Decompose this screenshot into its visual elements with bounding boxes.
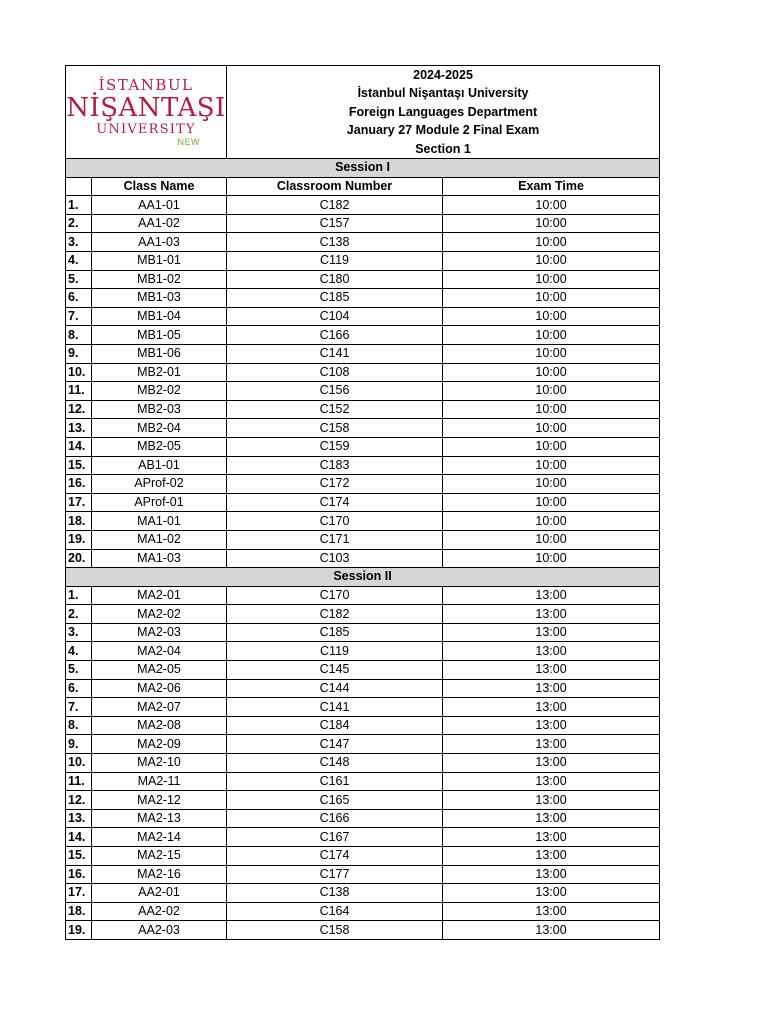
- exam-time-cell: 10:00: [443, 196, 660, 215]
- row-number: 15.: [66, 456, 92, 475]
- row-number: 2.: [66, 214, 92, 233]
- table-row: [66, 549, 660, 568]
- class-name-cell: MA2-06: [92, 679, 227, 698]
- table-row: [66, 642, 660, 661]
- row-number: 10.: [66, 363, 92, 382]
- exam-time-cell: 13:00: [443, 698, 660, 717]
- row-number: 18.: [66, 512, 92, 531]
- class-name-cell: MA1-01: [92, 512, 227, 531]
- row-number: 20.: [66, 549, 92, 568]
- class-name-cell: MB1-04: [92, 307, 227, 326]
- class-name-cell: AA1-02: [92, 214, 227, 233]
- classroom-number-cell: C158: [227, 921, 443, 940]
- class-name-cell: MB2-05: [92, 437, 227, 456]
- exam-time-cell: 10:00: [443, 382, 660, 401]
- session-header-row: [66, 568, 660, 587]
- classroom-number-cell: C148: [227, 754, 443, 773]
- class-name-cell: MA2-08: [92, 716, 227, 735]
- class-name-cell: AProf-01: [92, 493, 227, 512]
- row-number: 13.: [66, 419, 92, 438]
- table-row: [66, 828, 660, 847]
- classroom-number-cell: C165: [227, 791, 443, 810]
- row-number: 2.: [66, 605, 92, 624]
- class-name-cell: MA2-11: [92, 772, 227, 791]
- session-title: Session I: [66, 159, 660, 178]
- class-name-cell: MB2-01: [92, 363, 227, 382]
- class-name-cell: MB2-04: [92, 419, 227, 438]
- table-row: [66, 791, 660, 810]
- exam-time-cell: 13:00: [443, 921, 660, 940]
- row-number: 11.: [66, 772, 92, 791]
- classroom-number-cell: C167: [227, 828, 443, 847]
- table-row: [66, 437, 660, 456]
- table-row: [66, 214, 660, 233]
- table-row: [66, 847, 660, 866]
- exam-time-cell: 10:00: [443, 233, 660, 252]
- classroom-number-cell: C138: [227, 884, 443, 903]
- class-name-cell: AB1-01: [92, 456, 227, 475]
- title-university: İstanbul Nişantaşı University: [357, 86, 529, 101]
- table-row: [66, 623, 660, 642]
- table-row: [66, 400, 660, 419]
- classroom-number-cell: C147: [227, 735, 443, 754]
- classroom-number-cell: C119: [227, 252, 443, 271]
- classroom-number-cell: C180: [227, 270, 443, 289]
- logo-line-new: NEW: [177, 136, 201, 147]
- table-row: [66, 344, 660, 363]
- class-name-cell: MA2-14: [92, 828, 227, 847]
- exam-time-cell: 13:00: [443, 828, 660, 847]
- exam-time-cell: 10:00: [443, 363, 660, 382]
- table-row: [66, 419, 660, 438]
- table-row: [66, 661, 660, 680]
- row-number: 6.: [66, 289, 92, 308]
- table-row: [66, 605, 660, 624]
- classroom-number-cell: C170: [227, 512, 443, 531]
- table-row: [66, 512, 660, 531]
- exam-time-cell: 13:00: [443, 679, 660, 698]
- exam-schedule-table: [65, 65, 660, 940]
- classroom-number-cell: C174: [227, 847, 443, 866]
- class-name-cell: AA2-02: [92, 902, 227, 921]
- table-row: [66, 382, 660, 401]
- exam-time-cell: 10:00: [443, 419, 660, 438]
- table-row: [66, 289, 660, 308]
- university-logo: [66, 66, 227, 159]
- class-name-cell: MB2-03: [92, 400, 227, 419]
- row-number: 8.: [66, 326, 92, 345]
- session-title: Session II: [66, 568, 660, 587]
- exam-time-cell: 10:00: [443, 437, 660, 456]
- table-row: [66, 586, 660, 605]
- document-title-block: [227, 66, 660, 159]
- classroom-number-cell: C157: [227, 214, 443, 233]
- class-name-cell: AA1-03: [92, 233, 227, 252]
- exam-time-cell: 13:00: [443, 791, 660, 810]
- classroom-number-cell: C182: [227, 196, 443, 215]
- table-row: [66, 252, 660, 271]
- row-number: 19.: [66, 921, 92, 940]
- row-number: 5.: [66, 270, 92, 289]
- row-number: 16.: [66, 475, 92, 494]
- table-row: [66, 698, 660, 717]
- row-number: 7.: [66, 698, 92, 717]
- table-row: [66, 735, 660, 754]
- classroom-number-cell: C172: [227, 475, 443, 494]
- class-name-cell: MB1-02: [92, 270, 227, 289]
- row-number: 15.: [66, 847, 92, 866]
- row-number: 11.: [66, 382, 92, 401]
- classroom-number-cell: C184: [227, 716, 443, 735]
- class-name-cell: MB1-01: [92, 252, 227, 271]
- class-name-cell: MB2-02: [92, 382, 227, 401]
- classroom-number-cell: C185: [227, 289, 443, 308]
- exam-time-cell: 10:00: [443, 326, 660, 345]
- title-department: Foreign Languages Department: [348, 104, 538, 119]
- row-number: 9.: [66, 344, 92, 363]
- exam-time-cell: 13:00: [443, 772, 660, 791]
- row-number: 5.: [66, 661, 92, 680]
- class-name-cell: MA2-04: [92, 642, 227, 661]
- exam-time-cell: 10:00: [443, 289, 660, 308]
- row-number: 7.: [66, 307, 92, 326]
- exam-time-cell: 10:00: [443, 252, 660, 271]
- class-name-cell: MA2-02: [92, 605, 227, 624]
- exam-time-cell: 13:00: [443, 735, 660, 754]
- class-name-cell: MA1-03: [92, 549, 227, 568]
- classroom-number-cell: C141: [227, 344, 443, 363]
- title-section: Section 1: [415, 141, 471, 156]
- column-header-row: [66, 177, 660, 196]
- header-row: [66, 66, 660, 159]
- class-name-cell: MB1-06: [92, 344, 227, 363]
- exam-time-cell: 13:00: [443, 809, 660, 828]
- classroom-number-cell: C182: [227, 605, 443, 624]
- table-row: [66, 270, 660, 289]
- classroom-number-cell: C119: [227, 642, 443, 661]
- logo-line-nisantasi: NİŞANTAŞI: [66, 92, 226, 123]
- class-name-cell: MA2-09: [92, 735, 227, 754]
- classroom-number-cell: C138: [227, 233, 443, 252]
- classroom-number-cell: C164: [227, 902, 443, 921]
- table-row: [66, 884, 660, 903]
- classroom-number-cell: C104: [227, 307, 443, 326]
- class-name-cell: MA2-01: [92, 586, 227, 605]
- column-header-classroom-number: Classroom Number: [227, 177, 443, 196]
- table-row: [66, 530, 660, 549]
- session-header-row: [66, 159, 660, 178]
- row-number: 3.: [66, 623, 92, 642]
- classroom-number-cell: C174: [227, 493, 443, 512]
- class-name-cell: AA2-03: [92, 921, 227, 940]
- table-row: [66, 921, 660, 940]
- table-row: [66, 772, 660, 791]
- row-number: 4.: [66, 642, 92, 661]
- table-row: [66, 493, 660, 512]
- row-number: 14.: [66, 828, 92, 847]
- classroom-number-cell: C159: [227, 437, 443, 456]
- class-name-cell: MA2-10: [92, 754, 227, 773]
- table-row: [66, 716, 660, 735]
- classroom-number-cell: C166: [227, 326, 443, 345]
- row-number: 12.: [66, 791, 92, 810]
- exam-time-cell: 10:00: [443, 456, 660, 475]
- table-row: [66, 326, 660, 345]
- table-row: [66, 233, 660, 252]
- logo-line-university: UNIVERSITY: [96, 121, 196, 137]
- classroom-number-cell: C166: [227, 809, 443, 828]
- classroom-number-cell: C144: [227, 679, 443, 698]
- exam-time-cell: 13:00: [443, 716, 660, 735]
- table-row: [66, 456, 660, 475]
- class-name-cell: MA2-05: [92, 661, 227, 680]
- row-number: 13.: [66, 809, 92, 828]
- row-number: 17.: [66, 884, 92, 903]
- exam-time-cell: 10:00: [443, 214, 660, 233]
- row-number: 16.: [66, 865, 92, 884]
- exam-time-cell: 13:00: [443, 865, 660, 884]
- classroom-number-cell: C177: [227, 865, 443, 884]
- schedule-body: [66, 66, 660, 940]
- title-exam: January 27 Module 2 Final Exam: [346, 123, 540, 138]
- class-name-cell: MA2-12: [92, 791, 227, 810]
- classroom-number-cell: C170: [227, 586, 443, 605]
- table-row: [66, 196, 660, 215]
- exam-time-cell: 13:00: [443, 642, 660, 661]
- table-row: [66, 679, 660, 698]
- row-number: 12.: [66, 400, 92, 419]
- table-row: [66, 363, 660, 382]
- logo-line-istanbul: İSTANBUL: [98, 75, 194, 94]
- row-number: 9.: [66, 735, 92, 754]
- class-name-cell: MB1-03: [92, 289, 227, 308]
- classroom-number-cell: C171: [227, 530, 443, 549]
- row-number: 17.: [66, 493, 92, 512]
- class-name-cell: MA2-15: [92, 847, 227, 866]
- classroom-number-cell: C145: [227, 661, 443, 680]
- row-number: 1.: [66, 196, 92, 215]
- classroom-number-cell: C185: [227, 623, 443, 642]
- class-name-cell: AProf-02: [92, 475, 227, 494]
- class-name-cell: MB1-05: [92, 326, 227, 345]
- class-name-cell: MA2-13: [92, 809, 227, 828]
- table-row: [66, 475, 660, 494]
- row-number: 14.: [66, 437, 92, 456]
- exam-time-cell: 13:00: [443, 754, 660, 773]
- classroom-number-cell: C141: [227, 698, 443, 717]
- class-name-cell: AA1-01: [92, 196, 227, 215]
- row-number: 18.: [66, 902, 92, 921]
- class-name-cell: AA2-01: [92, 884, 227, 903]
- class-name-cell: MA1-02: [92, 530, 227, 549]
- classroom-number-cell: C108: [227, 363, 443, 382]
- exam-time-cell: 13:00: [443, 586, 660, 605]
- exam-time-cell: 10:00: [443, 512, 660, 531]
- table-row: [66, 754, 660, 773]
- classroom-number-cell: C161: [227, 772, 443, 791]
- class-name-cell: MA2-07: [92, 698, 227, 717]
- table-row: [66, 902, 660, 921]
- classroom-number-cell: C156: [227, 382, 443, 401]
- class-name-cell: MA2-03: [92, 623, 227, 642]
- exam-time-cell: 13:00: [443, 847, 660, 866]
- column-header-class-name: Class Name: [92, 177, 227, 196]
- row-number: 6.: [66, 679, 92, 698]
- exam-time-cell: 13:00: [443, 902, 660, 921]
- row-number: 19.: [66, 530, 92, 549]
- row-number: 1.: [66, 586, 92, 605]
- classroom-number-cell: C158: [227, 419, 443, 438]
- row-number: 10.: [66, 754, 92, 773]
- row-number: 8.: [66, 716, 92, 735]
- exam-time-cell: 13:00: [443, 605, 660, 624]
- exam-time-cell: 10:00: [443, 270, 660, 289]
- table-row: [66, 865, 660, 884]
- exam-time-cell: 13:00: [443, 623, 660, 642]
- exam-time-cell: 10:00: [443, 530, 660, 549]
- table-row: [66, 809, 660, 828]
- exam-time-cell: 13:00: [443, 884, 660, 903]
- row-number: 3.: [66, 233, 92, 252]
- logo-wordmark: [66, 77, 226, 148]
- classroom-number-cell: C152: [227, 400, 443, 419]
- classroom-number-cell: C103: [227, 549, 443, 568]
- table-row: [66, 307, 660, 326]
- title-academic-year: 2024-2025: [413, 68, 473, 82]
- exam-time-cell: 10:00: [443, 344, 660, 363]
- column-header-number: [66, 177, 92, 196]
- row-number: 4.: [66, 252, 92, 271]
- column-header-exam-time: Exam Time: [443, 177, 660, 196]
- exam-time-cell: 10:00: [443, 400, 660, 419]
- exam-time-cell: 13:00: [443, 661, 660, 680]
- exam-time-cell: 10:00: [443, 307, 660, 326]
- exam-time-cell: 10:00: [443, 493, 660, 512]
- classroom-number-cell: C183: [227, 456, 443, 475]
- class-name-cell: MA2-16: [92, 865, 227, 884]
- exam-time-cell: 10:00: [443, 549, 660, 568]
- exam-time-cell: 10:00: [443, 475, 660, 494]
